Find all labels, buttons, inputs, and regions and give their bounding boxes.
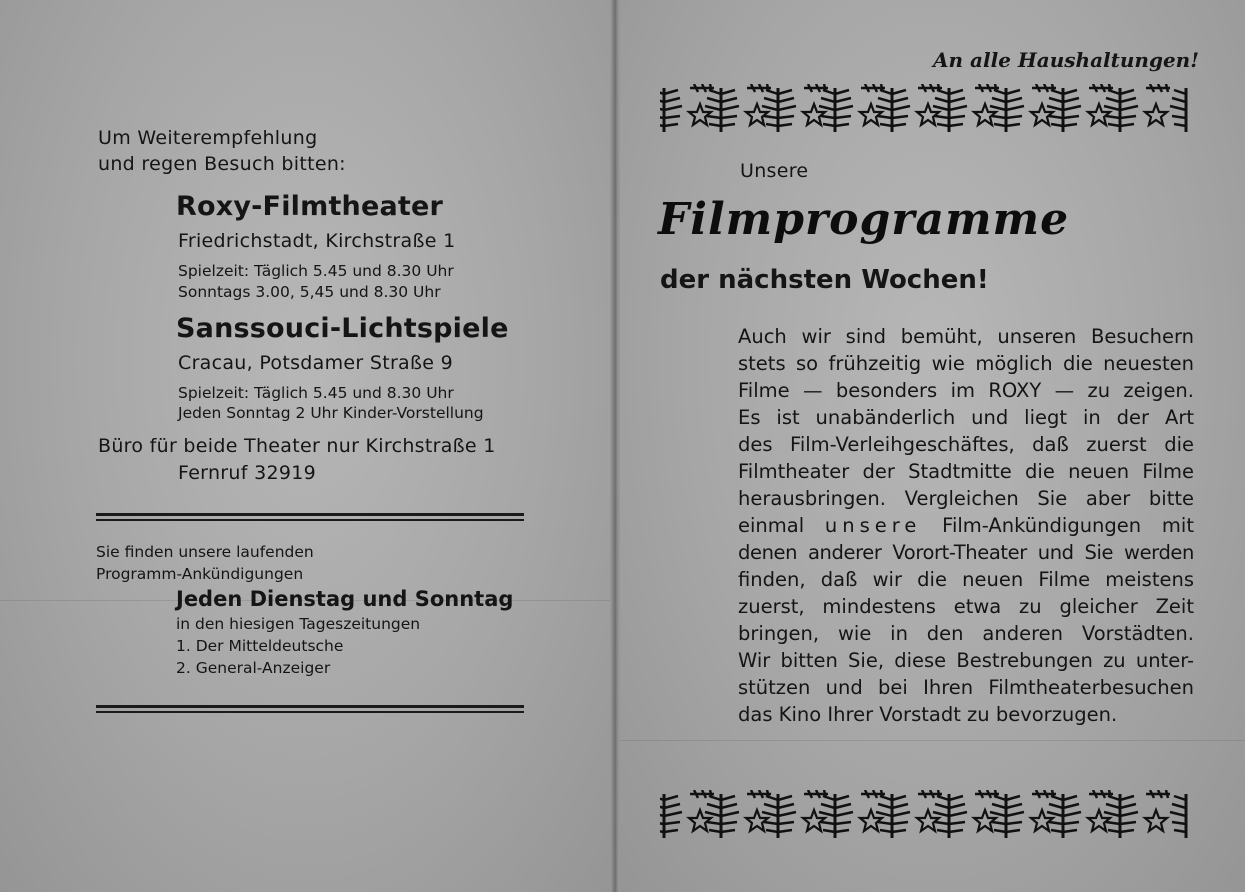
paragraph-line: das Kino Ihrer Vorstadt zu bevorzugen.	[738, 703, 1118, 726]
showtimes-sanssouci-weekday: Spielzeit: Täglich 5.45 und 8.30 Uhr	[178, 384, 454, 402]
divider-rule	[96, 711, 524, 713]
intro-line-2: und regen Besuch bitten:	[98, 153, 346, 175]
paragraph-line: Filmtheater der Stadtmitte die neuen Filme	[738, 460, 1194, 483]
theater-name-roxy: Roxy-Filmtheater	[176, 191, 444, 222]
headline: Filmprogramme	[658, 194, 1070, 245]
paragraph-line: Wir bitten Sie, diese Bestrebungen zu unter-	[738, 649, 1194, 672]
paragraph-line: stützen und bei Ihren Filmtheaterbesuchen	[738, 676, 1194, 699]
paragraph-line: einmal unsere Film-Ankündigungen mit	[738, 514, 1194, 537]
newspaper-2: 2. General-Anzeiger	[176, 659, 331, 677]
paragraph-line: denen anderer Vorort-Theater und Sie werden	[738, 541, 1194, 564]
paragraph-line: Es ist unabänderlich und liegt in der Art	[738, 406, 1194, 429]
intro-line-1: Um Weiterempfehlung	[98, 127, 318, 149]
theater-address-sanssouci: Cracau, Potsdamer Straße 9	[178, 352, 453, 374]
paragraph-line: Auch wir sind bemüht, unseren Besuchern	[738, 325, 1194, 348]
emphasized-word: unsere	[824, 514, 922, 537]
showtimes-sanssouci-sunday: Jeden Sonntag 2 Uhr Kinder-Vorstellung	[178, 404, 484, 422]
showtimes-roxy-sunday: Sonntags 3.00, 5,45 und 8.30 Uhr	[178, 283, 441, 301]
paper-crease	[620, 740, 1245, 741]
paragraph-line: des Film-Verleihgeschäftes, daß zuerst die	[738, 433, 1194, 456]
divider-rule	[96, 513, 524, 516]
divider-rule	[96, 519, 524, 521]
unsere-label: Unsere	[740, 160, 809, 182]
paragraph-line: zuerst, mindestens etwa zu gleicher Zeit	[738, 595, 1194, 618]
right-page	[620, 0, 1245, 892]
theater-name-sanssouci: Sanssouci-Lichtspiele	[176, 313, 509, 344]
paragraph-line: finden, daß wir die neuen Filme meistens	[738, 568, 1194, 591]
announce-intro-line-2: Programm-Ankündigungen	[96, 565, 304, 583]
fir-branch-star-border-icon	[660, 790, 1192, 842]
newspaper-1: 1. Der Mitteldeutsche	[176, 637, 344, 655]
phone-number: Fernruf 32919	[178, 462, 317, 484]
office-address: Büro für beide Theater nur Kirchstraße 1	[98, 435, 496, 457]
greeting: An alle Haushaltungen!	[933, 48, 1199, 72]
announce-where: in den hiesigen Tageszeitungen	[176, 615, 421, 633]
left-page	[0, 0, 612, 892]
showtimes-roxy-weekday: Spielzeit: Täglich 5.45 und 8.30 Uhr	[178, 262, 454, 280]
divider-rule	[96, 705, 524, 708]
paragraph-line: stets so frühzeitig wie möglich die neuesten	[738, 352, 1194, 375]
paragraph-line: bringen, wie in den anderen Vorstädten.	[738, 622, 1194, 645]
announce-days: Jeden Dienstag und Sonntag	[176, 587, 514, 611]
subheadline: der nächsten Wochen!	[660, 265, 989, 295]
announce-intro-line-1: Sie finden unsere laufenden	[96, 543, 314, 561]
paragraph-line: herausbringen. Vergleichen Sie aber bitte	[738, 487, 1194, 510]
paragraph-line: Filme — besonders im ROXY — zu zeigen.	[738, 379, 1194, 402]
theater-address-roxy: Friedrichstadt, Kirchstraße 1	[178, 230, 456, 252]
fir-branch-star-border-icon	[660, 84, 1192, 136]
